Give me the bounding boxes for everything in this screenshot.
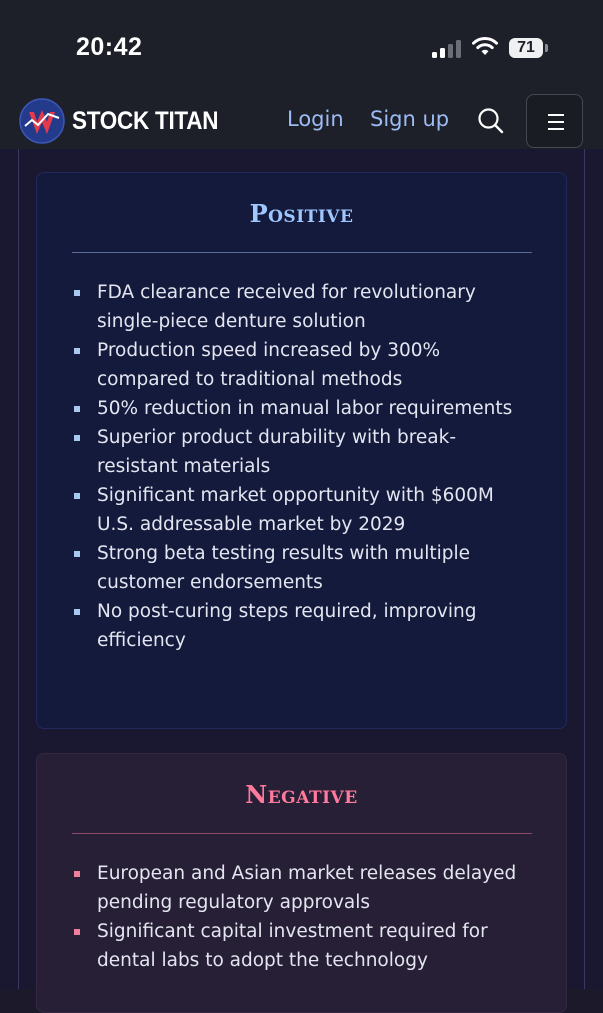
list-item-text: European and Asian market releases delayed pending regulatory approvals [97, 863, 517, 913]
list-item [37, 539, 566, 597]
list-item [37, 481, 566, 539]
negative-title: Negative [245, 780, 358, 809]
list-item-text: Significant capital investment required for dental labs to adopt the technology [97, 921, 488, 971]
list-item [37, 394, 566, 423]
list-item [37, 278, 566, 336]
bullet-icon [74, 609, 80, 615]
battery-icon: 71 [509, 38, 543, 58]
hamburger-menu-button[interactable] [526, 94, 583, 148]
list-item-text: Strong beta testing results with multiple customer endorsements [97, 543, 471, 593]
negative-card [36, 753, 567, 1013]
list-item-text: Significant market opportunity with $600M U.S. addressable market by 2029 [97, 485, 494, 535]
positive-title: Positive [249, 199, 354, 228]
bullet-icon [74, 290, 80, 296]
bullet-icon [74, 348, 80, 354]
bullet-icon [74, 551, 80, 557]
signup-link[interactable]: Sign up [370, 107, 450, 131]
status-time: 20:42 [76, 33, 143, 61]
positive-list [37, 278, 566, 655]
list-item [37, 917, 566, 975]
list-item-text: 50% reduction in manual labor requirements [97, 398, 513, 419]
stock-titan-logo-icon[interactable] [18, 98, 66, 144]
negative-list [37, 859, 566, 975]
logo-text[interactable]: STOCK TITAN [72, 107, 219, 135]
list-item [37, 336, 566, 394]
list-item [37, 423, 566, 481]
list-item-text: FDA clearance received for revolutionary single-piece denture solution [97, 282, 476, 332]
list-item-text: No post-curing steps required, improving efficiency [97, 601, 477, 651]
bullet-icon [74, 493, 80, 499]
login-link[interactable]: Login [287, 107, 344, 131]
positive-card [36, 172, 567, 729]
frame-border-right [584, 149, 585, 989]
battery-tip [545, 44, 548, 52]
list-item [37, 597, 566, 655]
search-icon[interactable] [477, 107, 505, 135]
frame-border-left [18, 149, 19, 989]
status-bar [0, 0, 603, 93]
cellular-signal-icon [432, 38, 462, 58]
bullet-icon [74, 929, 80, 935]
negative-divider [72, 833, 532, 834]
positive-divider [72, 252, 532, 253]
list-item-text: Superior product durability with break-resistant materials [97, 427, 457, 477]
list-item [37, 859, 566, 917]
top-navbar [0, 93, 603, 149]
bullet-icon [74, 406, 80, 412]
wifi-icon [471, 36, 499, 58]
list-item-text: Production speed increased by 300% compared to traditional methods [97, 340, 441, 390]
bullet-icon [74, 871, 80, 877]
bullet-icon [74, 435, 80, 441]
